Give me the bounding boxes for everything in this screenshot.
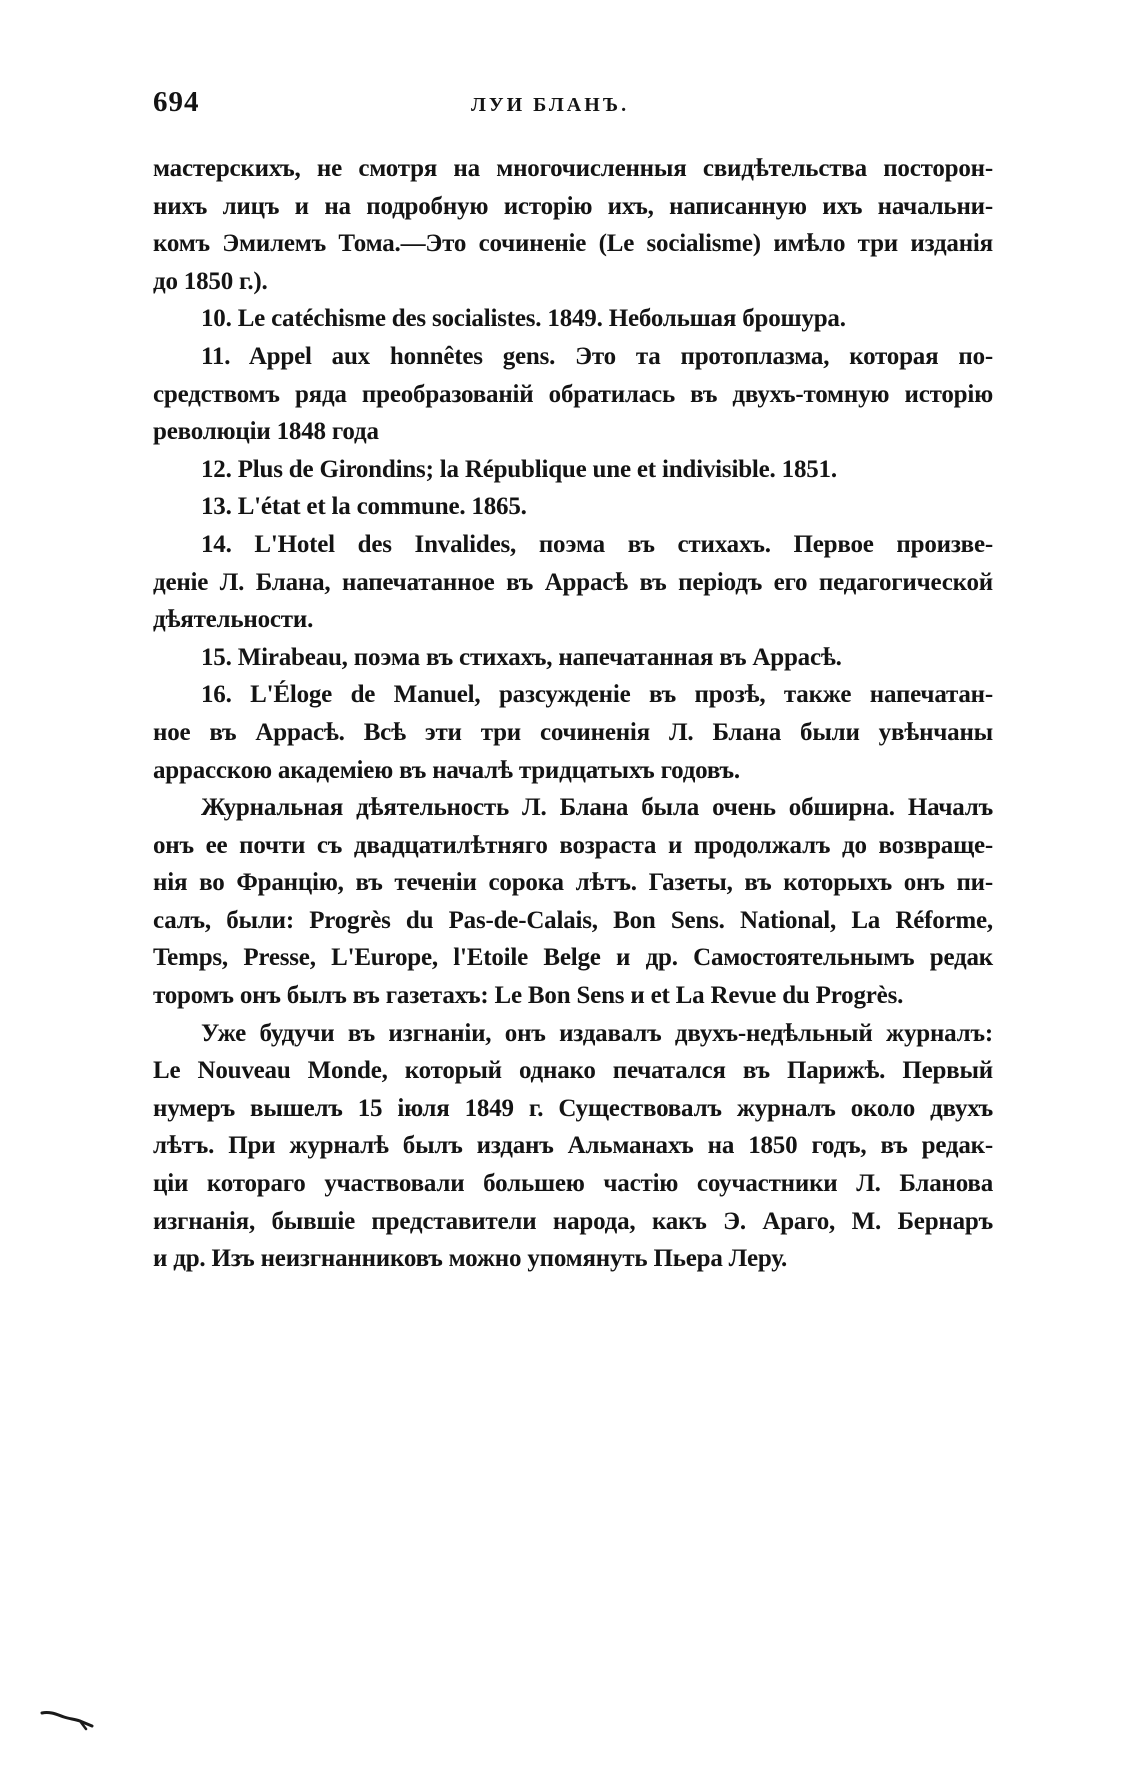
text-line: нихъ лицъ и на подробную исторію ихъ, написанную ихъ начальни-	[153, 192, 993, 220]
text-line: революціи 1848 года	[153, 418, 379, 446]
text-line: 15. Mirabeau, поэма въ стихахъ, напечатанная въ Аррасѣ.	[201, 643, 842, 671]
text-line: комъ Эмилемъ Тома.—Это сочиненіе (Le socialisme) имѣло три изданія	[153, 230, 993, 258]
paragraph	[153, 451, 993, 489]
text-line: торомъ онъ былъ въ газетахъ: Le Bon Sens и et La Revue du Progrès.	[153, 982, 904, 1010]
text-line: и др. Изъ неизгнанниковъ можно упомянуть Пьера Леру.	[153, 1245, 788, 1273]
text-line: ное въ Аррасѣ. Всѣ эти три сочиненія Л. Блана были увѣнчаны	[153, 718, 993, 746]
paragraph	[153, 639, 993, 677]
text-line: Le Nouveau Monde, который однако печатался въ Парижѣ. Первый	[153, 1057, 993, 1085]
text-line: 11. Appel aux honnêtes gens. Это та протоплазма, которая по-	[201, 342, 993, 370]
text-line: Temps, Presse, L'Europe, l'Etoile Belge и др. Самостоятельнымъ редак	[153, 944, 993, 972]
text-line: 16. L'Éloge de Manuel, разсужденіе въ прозѣ, также напечатан-	[201, 681, 993, 709]
text-line: деніе Л. Блана, напечатанное въ Аррасѣ въ періодъ его педагогической	[153, 568, 993, 596]
text-line: нія во Францію, въ теченіи сорока лѣтъ. Газеты, въ которыхъ онъ пи-	[153, 869, 993, 897]
text-line: изгнанія, бывшіе представители народа, какъ Э. Араго, М. Бернаръ	[153, 1207, 993, 1235]
text-line: 12. Plus de Girondins; la République une et indivisible. 1851.	[201, 455, 837, 483]
paragraph	[153, 488, 993, 526]
text-line: 10. Le catéchisme des socialistes. 1849. Небольшая брошура.	[201, 305, 846, 333]
text-line: 13. L'état et la commune. 1865.	[201, 493, 527, 521]
text-line: мастерскихъ, не смотря на многочисленныя свидѣтельства посторон-	[153, 155, 993, 182]
text-line: нумеръ вышелъ 15 іюля 1849 г. Существовалъ журналъ около двухъ	[153, 1094, 993, 1122]
page-number: 694	[153, 86, 200, 118]
paragraph	[153, 789, 993, 1015]
text-line: 14. L'Hotel des Invalides, поэма въ стихахъ. Первое произве-	[201, 530, 993, 558]
body-text	[153, 150, 993, 1278]
paragraph	[153, 300, 993, 338]
paragraph	[153, 1015, 993, 1278]
text-line: ціи котораго участвовали большею частію соучастники Л. Бланова	[153, 1170, 993, 1198]
paragraph	[153, 676, 993, 789]
paragraph	[153, 526, 993, 639]
paragraph	[153, 338, 993, 451]
text-line: онъ ее почти съ двадцатилѣтняго возраста и продолжалъ до возвраще-	[153, 831, 993, 859]
text-line: лѣтъ. При журналѣ былъ изданъ Альманахъ на 1850 годъ, въ редак-	[153, 1132, 993, 1160]
text-line: аррасскою академіею въ началѣ тридцатыхъ годовъ.	[153, 756, 740, 784]
text-line: Журнальная дѣятельность Л. Блана была очень обширна. Началъ	[201, 794, 993, 822]
text-line: салъ, были: Progrès du Pas-de-Calais, Bon Sens. National, La Réforme,	[153, 906, 993, 934]
text-line: дѣятельности.	[153, 606, 314, 634]
page-header	[153, 86, 993, 126]
running-title: ЛУИ БЛАНЪ.	[471, 94, 630, 116]
margin-mark	[40, 1707, 100, 1731]
text-line: Уже будучи въ изгнаніи, онъ издавалъ двухъ-недѣльный журналъ:	[201, 1019, 993, 1047]
text-line: средствомъ ряда преобразованій обратилась въ двухъ-томную исторію	[153, 380, 993, 408]
paragraph	[153, 150, 993, 300]
text-line: до 1850 г.).	[153, 267, 268, 295]
